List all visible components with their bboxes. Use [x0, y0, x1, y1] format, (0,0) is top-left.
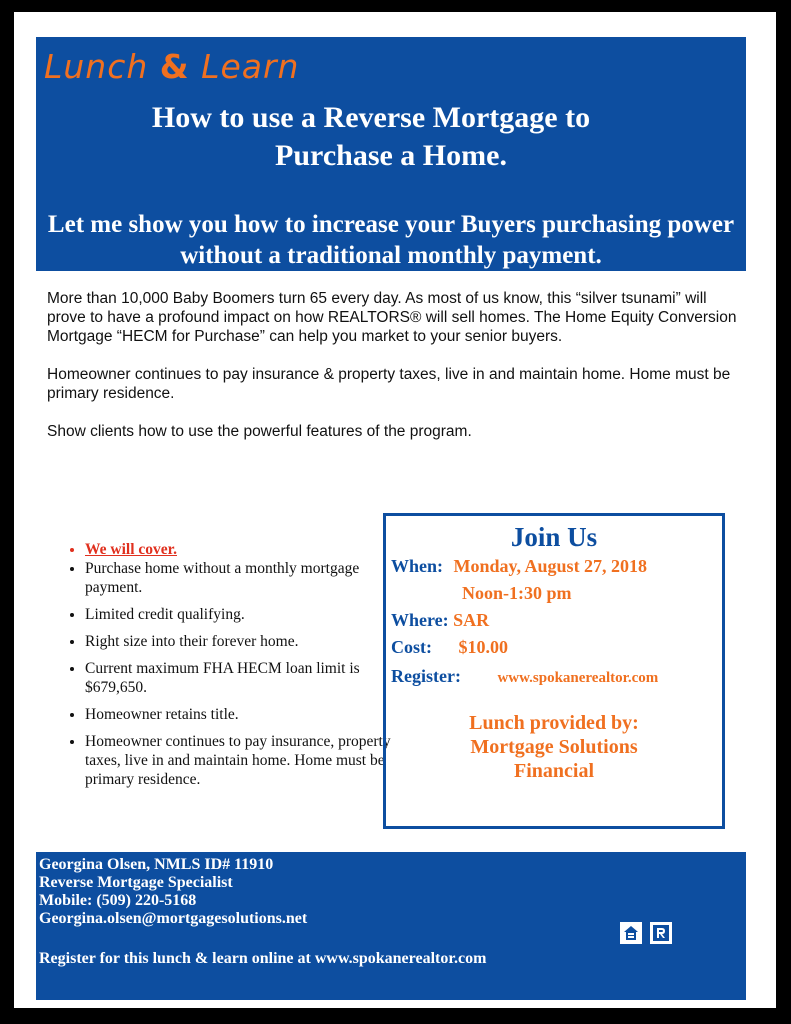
lunch-learn-logo [44, 47, 299, 86]
event-time: Noon-1:30 pm [462, 583, 572, 603]
when-label: When: [391, 556, 444, 576]
intro-paragraph-2: Homeowner continues to pay insurance & property taxes, live in and maintain home. Home must be primary residence. [47, 366, 731, 402]
logo-group [620, 922, 672, 944]
cost-label: Cost: [391, 637, 432, 657]
contact-mobile: Mobile: (509) 220-5168 [39, 892, 197, 909]
page-title [36, 99, 746, 175]
register-label: Register: [391, 666, 461, 686]
equal-housing-icon [620, 922, 642, 944]
contact-email[interactable]: Georgina.olsen@mortgagesolutions.net [39, 910, 308, 927]
lunch-sponsor [386, 711, 722, 783]
lunch-line-1: Lunch provided by: [469, 712, 639, 734]
when-row [391, 556, 647, 577]
brand-lunch: Lunch [44, 47, 149, 86]
intro-text [47, 289, 747, 460]
join-us-title: Join Us [510, 522, 598, 552]
list-item: • Limited credit qualifying. [85, 605, 392, 624]
cost-row [391, 637, 508, 658]
list-item: • Purchase home without a monthly mortgage payment. [85, 559, 392, 597]
time-row [462, 583, 572, 604]
flyer-page [14, 12, 776, 1008]
realtor-icon [650, 922, 672, 944]
event-location: SAR [453, 610, 490, 630]
contact-name: Georgina Olsen, NMLS ID# 11910 [39, 856, 274, 873]
event-cost: $10.00 [458, 637, 508, 657]
list-item: • Homeowner retains title. [85, 705, 392, 724]
page-subtitle: Let me show you how to increase your Buyers purchasing power without a traditional monthly payment. [47, 211, 735, 269]
header-banner [36, 37, 746, 271]
title-line-1: How to use a Reverse Mortgage to [151, 101, 591, 134]
contact-info [39, 856, 307, 928]
topics-list [52, 540, 392, 797]
where-label: Where: [391, 610, 449, 630]
contact-role: Reverse Mortgage Specialist [39, 874, 233, 891]
title-line-2: Purchase a Home. [275, 139, 507, 172]
lunch-line-3: Financial [513, 760, 594, 782]
footer-banner [36, 852, 746, 1000]
list-item: • Homeowner continues to pay insurance, property taxes, live in and maintain home. Home must be primary residence. [85, 732, 392, 789]
brand-ampersand: & [159, 47, 190, 86]
list-item: • Current maximum FHA HECM loan limit is $679,650. [85, 659, 392, 697]
intro-paragraph-3: Show clients how to use the powerful features of the program. [47, 423, 472, 440]
list-item: • Right size into their forever home. [85, 632, 392, 651]
footer-register: Register for this lunch & learn online at www.spokanerealtor.com [39, 950, 487, 967]
intro-paragraph-1: More than 10,000 Baby Boomers turn 65 every day. As most of us know, this “silver tsunami” will prove to have a profound impact on how REALTORS® will sell homes. The Home Equity Conversion Mortgage “HECM for Purchase” can help you market to your senior buyers. [47, 290, 737, 345]
topics-heading: • We will cover. [85, 540, 392, 559]
brand-learn: Learn [201, 47, 300, 86]
event-details-box [383, 513, 725, 829]
event-date: Monday, August 27, 2018 [453, 556, 648, 576]
lunch-line-2: Mortgage Solutions [470, 736, 638, 758]
register-row [391, 666, 658, 687]
where-row [391, 610, 489, 631]
register-link[interactable]: www.spokanerealtor.com [497, 670, 659, 686]
